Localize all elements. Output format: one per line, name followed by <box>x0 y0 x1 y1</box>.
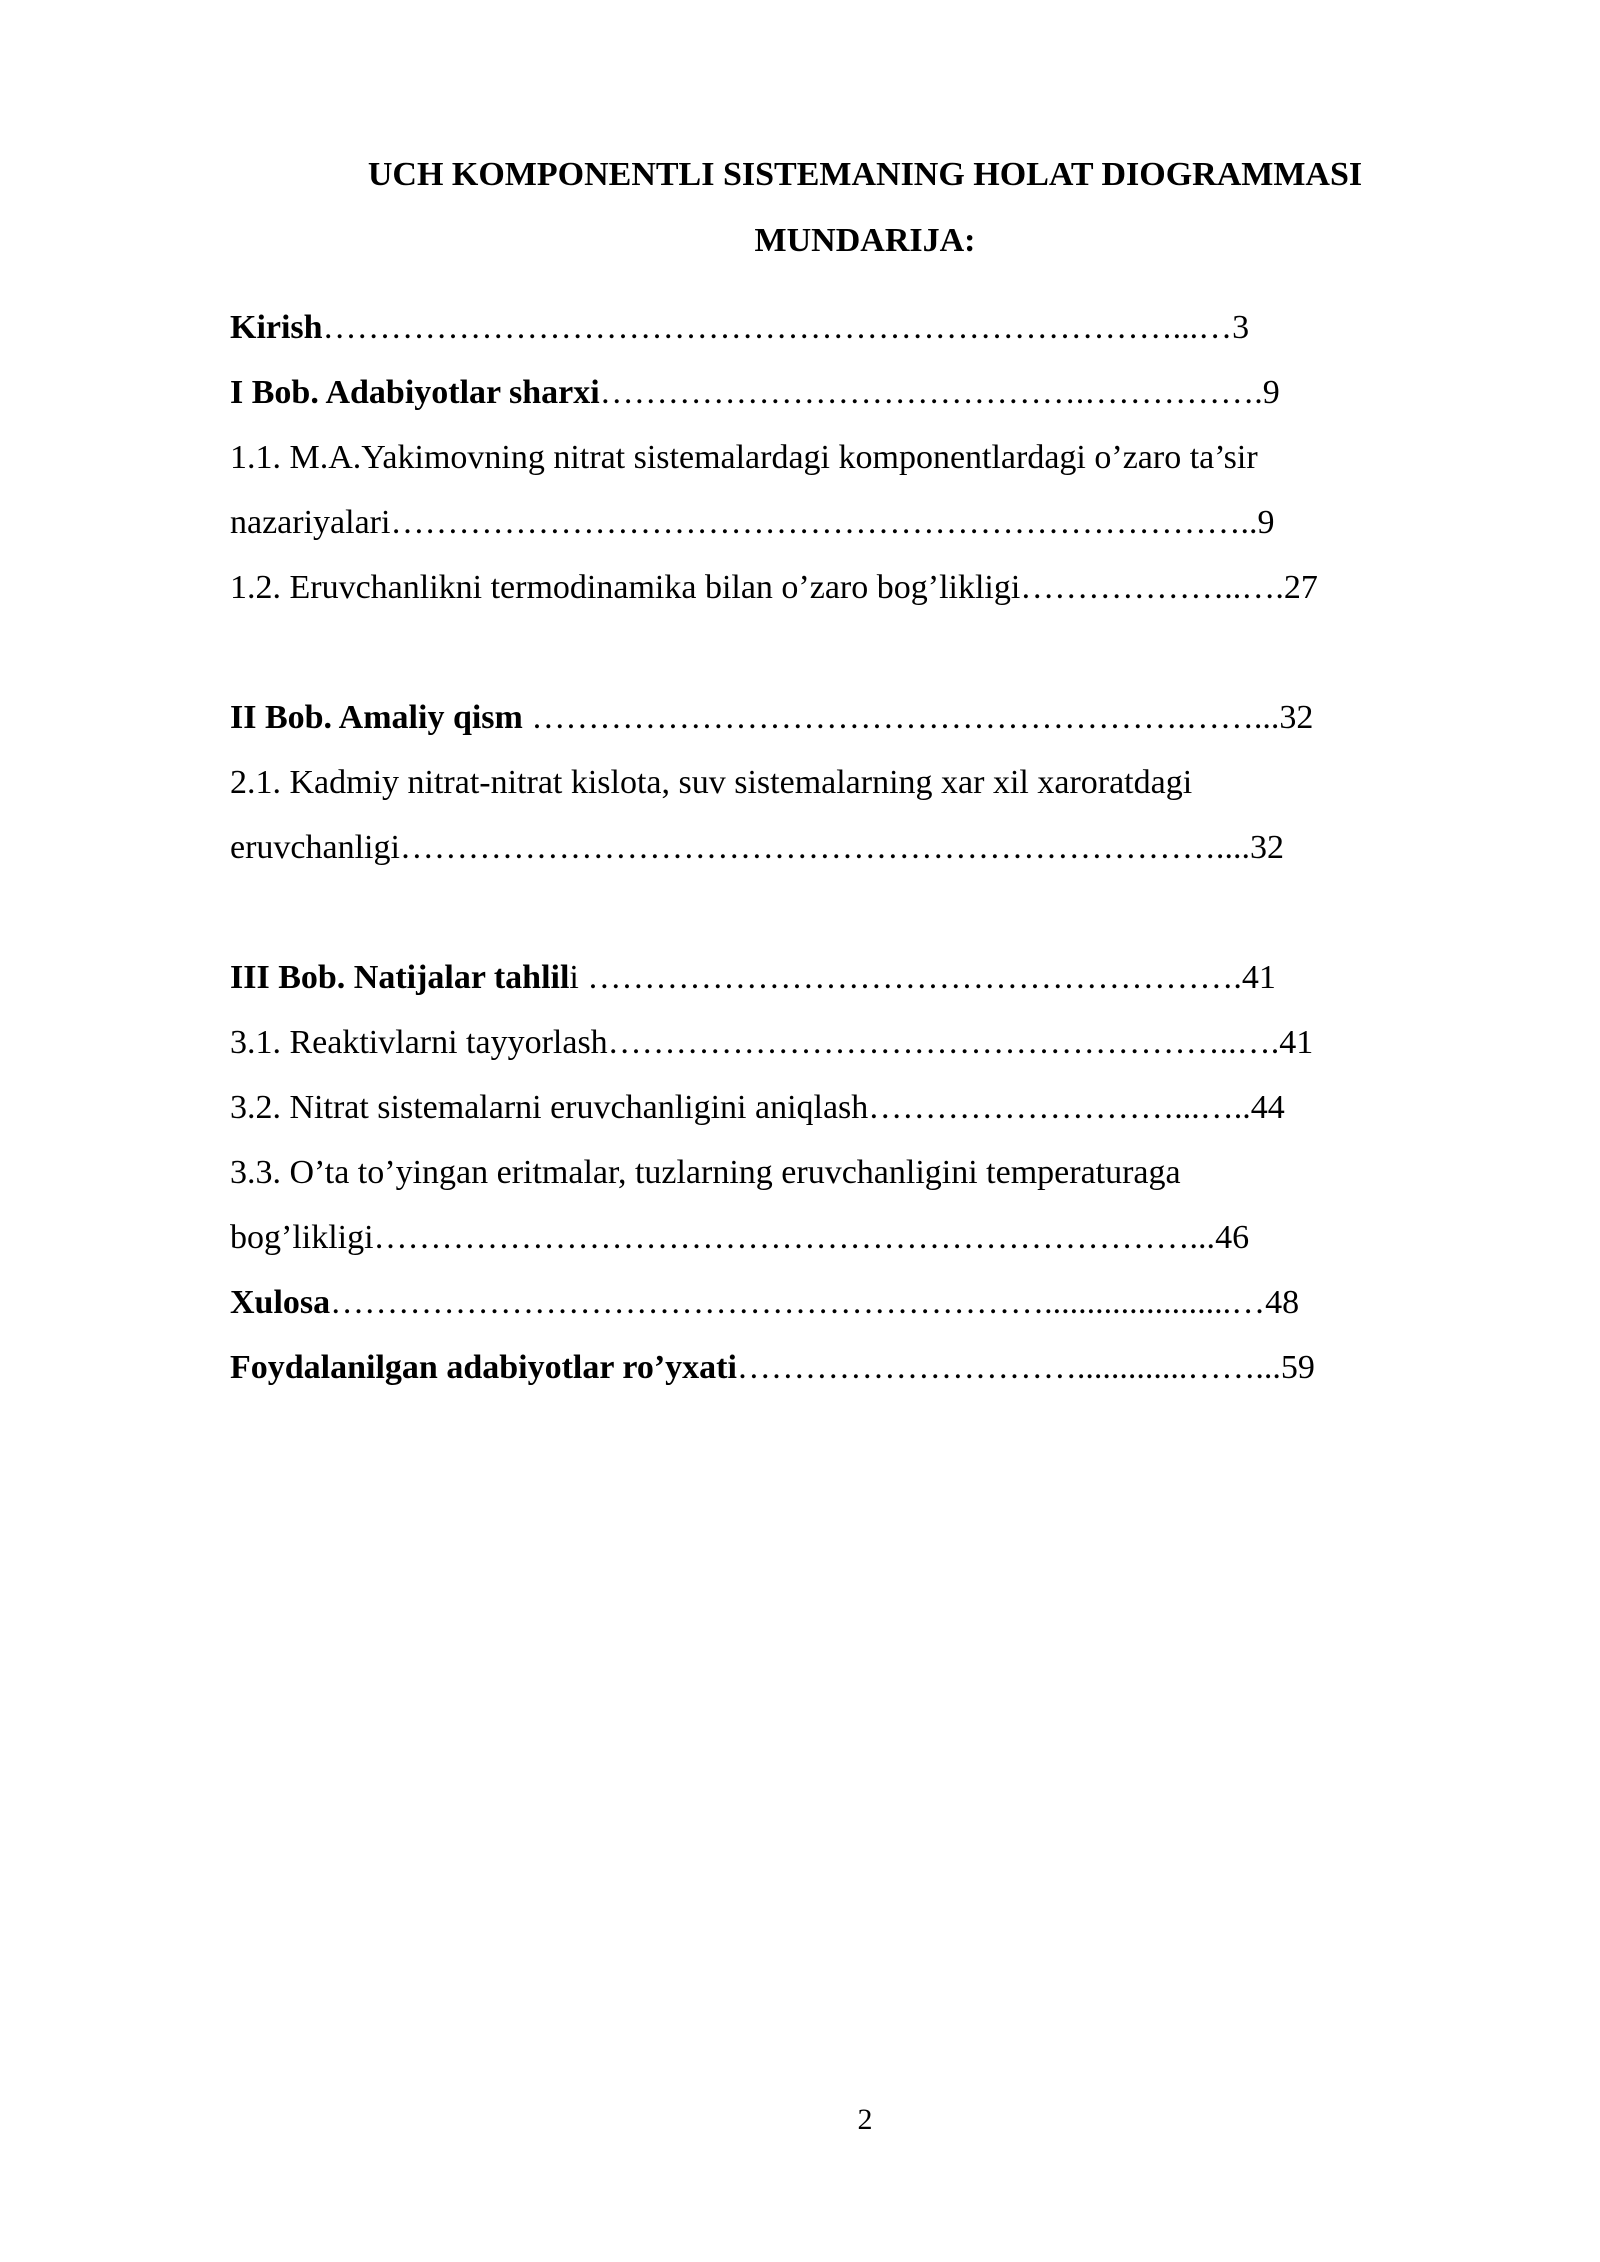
page-number: 2 <box>857 2103 873 2136</box>
toc-page: 46 <box>1215 1219 1250 1256</box>
toc-text: 2.1. Kadmiy nitrat-nitrat kislota, suv sistemalarning xar xil xaroratdagi <box>230 764 1193 801</box>
toc-entry-1-2 <box>230 563 1318 613</box>
toc-page: ...32 <box>1224 829 1284 866</box>
toc-entry-1-1-line-1 <box>230 433 1258 483</box>
toc-entry-kirish <box>230 303 1249 353</box>
toc-entry-chapter-1 <box>230 368 1280 418</box>
toc-label: II Bob. Amaliy qism <box>230 699 523 736</box>
toc-page: 59 <box>1280 1349 1315 1386</box>
toc-text: 3.1. Reaktivlarni tayyorlash………………………………………………..… <box>230 1024 1271 1061</box>
toc-entry-3-1 <box>230 1018 1313 1068</box>
toc-text: eruvchanligi………………………………………………………………. <box>230 829 1225 866</box>
toc-page: 9 <box>1262 374 1280 411</box>
toc-page: 3 <box>1232 309 1250 346</box>
toc-page: 48 <box>1265 1284 1300 1321</box>
toc-leader: ………………………………………………………......................… <box>330 1284 1266 1321</box>
toc-entry-1-1-line-2 <box>230 498 1274 548</box>
toc-page: .9 <box>1248 504 1275 541</box>
toc-entry-references <box>230 1343 1315 1393</box>
toc-leader: ………………………………………………….……... <box>522 699 1280 736</box>
toc-leader: ………………………….............……... <box>736 1349 1281 1386</box>
toc-page: 32 <box>1279 699 1314 736</box>
toc-entry-chapter-2 <box>230 693 1313 743</box>
toc-text: 3.3. O’ta to’yingan eritmalar, tuzlarning eruvchanligini temperaturaga <box>230 1154 1181 1191</box>
toc-entry-2-1-line-1 <box>230 758 1192 808</box>
toc-label-tail: i <box>569 959 579 996</box>
toc-label: I Bob. Adabiyotlar sharxi <box>230 374 600 411</box>
toc-text: 1.2. Eruvchanlikni termodinamika bilan o’zaro bog’likligi………………..… <box>230 569 1276 606</box>
toc-leader: ………………………………………………… <box>578 959 1234 996</box>
toc-page: 44 <box>1250 1089 1285 1126</box>
toc-entry-chapter-3 <box>230 953 1276 1003</box>
toc-entry-3-3-line-1 <box>230 1148 1181 1198</box>
toc-page: .41 <box>1270 1024 1314 1061</box>
toc-text: 3.2. Nitrat sistemalarni eruvchanligini aniqlash………………………...….. <box>230 1089 1251 1126</box>
toc-leader: …………………………………………………………………...… <box>322 309 1233 346</box>
document-title: UCH KOMPONENTLI SISTEMANING HOLAT DIOGRAMMASI <box>367 156 1363 193</box>
toc-text: bog’likligi………………………………………………………………... <box>230 1219 1216 1256</box>
toc-leader: …………………………………….……………. <box>599 374 1263 411</box>
toc-text: 1.1. M.A.Yakimovning nitrat sistemalardagi komponentlardagi o’zaro ta’sir <box>230 439 1258 476</box>
toc-heading: MUNDARIJA: <box>754 222 976 259</box>
toc-entry-3-3-line-2 <box>230 1213 1249 1263</box>
toc-entry-xulosa <box>230 1278 1299 1328</box>
toc-label: Kirish <box>230 309 323 346</box>
toc-page: .27 <box>1275 569 1318 606</box>
toc-page: .41 <box>1233 959 1276 996</box>
toc-entry-3-2 <box>230 1083 1285 1133</box>
toc-label: III Bob. Natijalar tahlil <box>230 959 570 996</box>
toc-entry-2-1-line-2 <box>230 823 1284 873</box>
toc-label: Xulosa <box>230 1284 331 1321</box>
toc-label: Foydalanilgan adabiyotlar ro’yxati <box>230 1349 737 1386</box>
toc-text: nazariyalari…………………………………………………………………. <box>230 504 1249 541</box>
